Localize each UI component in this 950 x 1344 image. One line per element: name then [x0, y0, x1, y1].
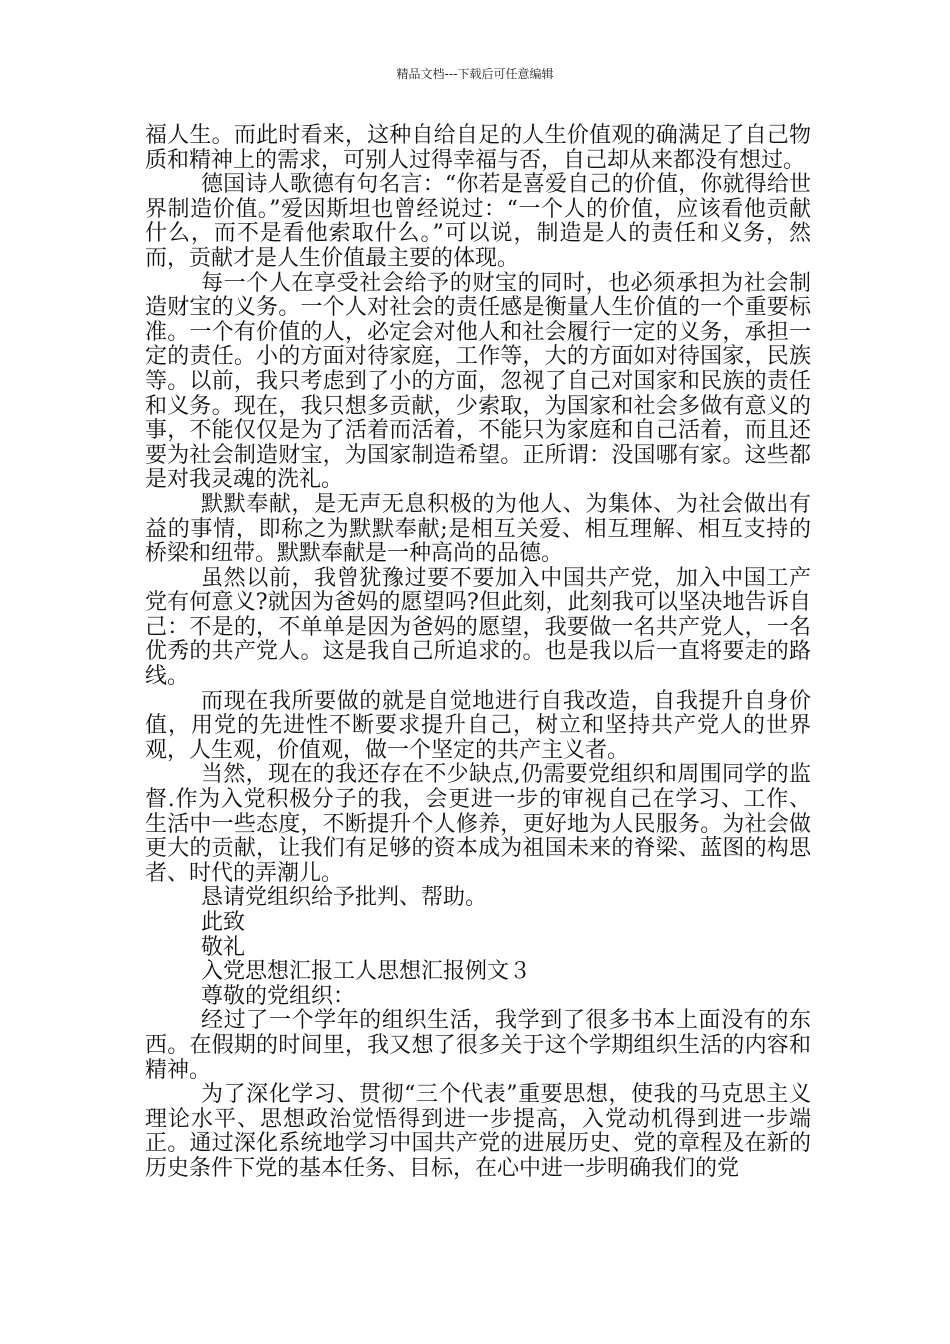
- page-header: 精品文档---下载后可任意编辑: [396, 67, 554, 81]
- paragraph: 每一个人在享受社会给予的财宝的同时，也必须承担为社会制造财宝的义务。一个人对社会的责任感是衡量人生价值的一个重要标准。一个有价值的人，必定会对他人和社会履行一定的义务，承担一定的责任。小的方面对待家庭，工作等，大的方面如对待国家，民族等。以前，我只考虑到了小的方面，忽视了自己对国家和民族的责任和义务。现在，我只想多贡献，少索取，为国家和社会多做有意义的事，不能仅仅是为了活着而活着，不能只为家庭和自己活着，而且还要为社会制造财宝，为国家制造希望。正所谓：没国哪有家。这些都是对我灵魂的洗礼。: [145, 270, 811, 493]
- section-title: 入党思想汇报工人思想汇报例文３: [201, 959, 532, 985]
- greeting: 尊敬的党组织：: [201, 983, 356, 1009]
- paragraph: 经过了一个学年的组织生活，我学到了很多书本上面没有的东西。在假期的时间里，我又想了很多关于这个学期组织生活的内容和精神。: [145, 1008, 811, 1083]
- closing-respect: 敬礼: [201, 934, 246, 960]
- paragraph: 默默奉献，是无声无息积极的为他人、为集体、为社会做出有益的事情，即称之为默默奉献;是相互关爱、相互理解、相互支持的桥梁和纽带。默默奉献是一种高尚的品德。: [145, 491, 811, 567]
- paragraph: 德国诗人歌德有句名言：“你若是喜爱自己的价值，你就得给世界制造价值。”爱因斯坦也曾经说过：“一个人的价值，应该看他贡献什么，而不是看他索取什么。”可以说，制造是人的责任和义务，然而，贡献才是人生价值最主要的体现。: [145, 172, 811, 271]
- paragraph: 福人生。而此时看来，这种自给自足的人生价值观的确满足了自己物质和精神上的需求，可别人过得幸福与否，自己却从来都没有想过。: [145, 123, 811, 173]
- paragraph: 虽然以前，我曾犹豫过要不要加入中国共产党，加入中国工产党有何意义?就因为爸妈的愿望吗?但此刻，此刻我可以坚决地告诉自己：不是的，不单单是因为爸妈的愿望，我要做一名共产党人，一名优秀的共产党人。这是我自己所追求的。也是我以后一直将要走的路线。: [145, 565, 811, 690]
- request-line: 恳请党组织给予批判、帮助。: [201, 885, 488, 911]
- paragraph: 为了深化学习、贯彻“三个代表”重要思想，使我的马克思主义理论水平、思想政治觉悟得到进一步提高，入党动机得到进一步端正。通过深化系统地学习中国共产党的进展历史、党的章程及在新的历史条件下党的基本任务、目标，在心中进一步明确我们的党: [145, 1082, 811, 1181]
- closing-salutation: 此致: [201, 910, 246, 935]
- document-body: [145, 124, 811, 1182]
- paragraph: 而现在我所要做的就是自觉地进行自我改造，自我提升自身价值，用党的先进性不断要求提升自己，树立和坚持共产党人的世界观，人生观，价值观，做一个坚定的共产主义者。: [145, 688, 811, 763]
- paragraph: 当然，现在的我还存在不少缺点,仍需要党组织和周围同学的监督.作为入党积极分子的我，会更进一步的审视自己在学习、工作、生活中一些态度，不断提升个人修养，更好地为人民服务。为社会做更大的贡献，让我们有足够的资本成为祖国未来的脊梁、蓝图的构思者、时代的弄潮儿。: [145, 762, 811, 886]
